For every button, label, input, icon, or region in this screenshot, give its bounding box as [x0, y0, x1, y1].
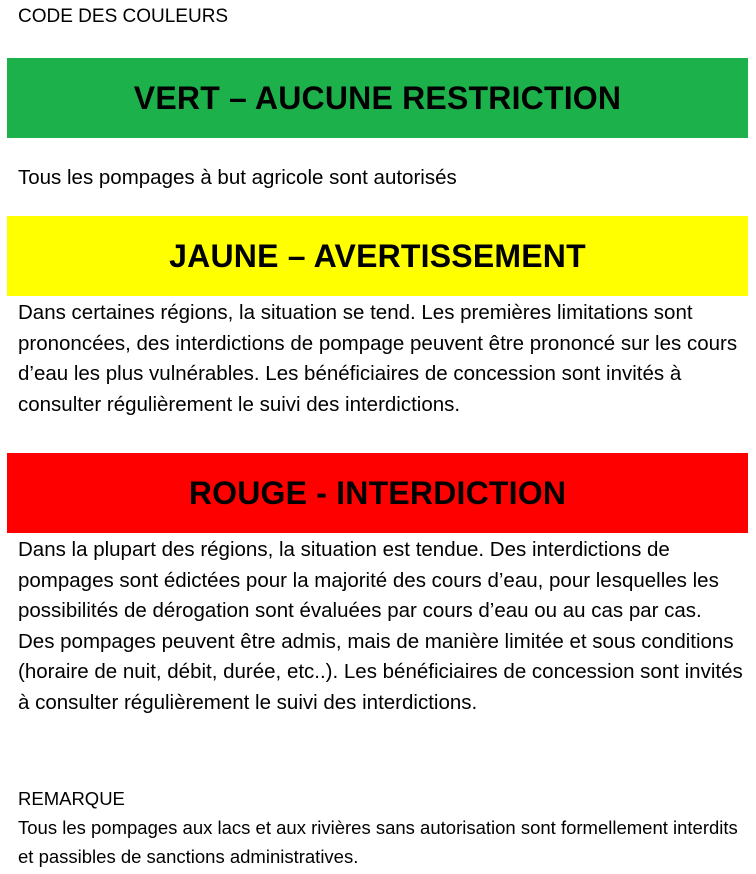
band-vert: VERT – AUCUNE RESTRICTION — [7, 58, 748, 138]
description-jaune: Dans certaines régions, la situation se tend. Les premières limitations sont prononcées, des interdictions de pompage peuvent être prononcé sur les cours d’eau les plus vulnérables. Les bénéficiaires de concession sont invités à consulter régulièrement le suivi des interdictions. — [18, 301, 738, 416]
page-title: CODE DES COULEURS — [18, 6, 229, 27]
remark-title: REMARQUE — [18, 788, 125, 809]
band-rouge: ROUGE - INTERDICTION — [7, 453, 748, 533]
remark-text: Tous les pompages aux lacs et aux rivières sans autorisation sont formellement interdits et passibles de sanctions administratives. — [18, 817, 738, 867]
description-rouge: Dans la plupart des régions, la situation est tendue. Des interdictions de pompages sont édictées pour la majorité des cours d’eau, pour lesquelles les possibilités de dérogation sont évaluées par cours d’eau ou au cas par cas. Des pompages peuvent être admis, mais de manière limitée et sous conditions (horaire de nuit, débit, durée, etc..). Les bénéficiaires de concession sont invités à consulter régulièrement le suivi des interdictions. — [18, 538, 743, 714]
description-vert: Tous les pompages à but agricole sont autorisés — [18, 166, 457, 189]
band-jaune: JAUNE – AVERTISSEMENT — [7, 216, 748, 296]
